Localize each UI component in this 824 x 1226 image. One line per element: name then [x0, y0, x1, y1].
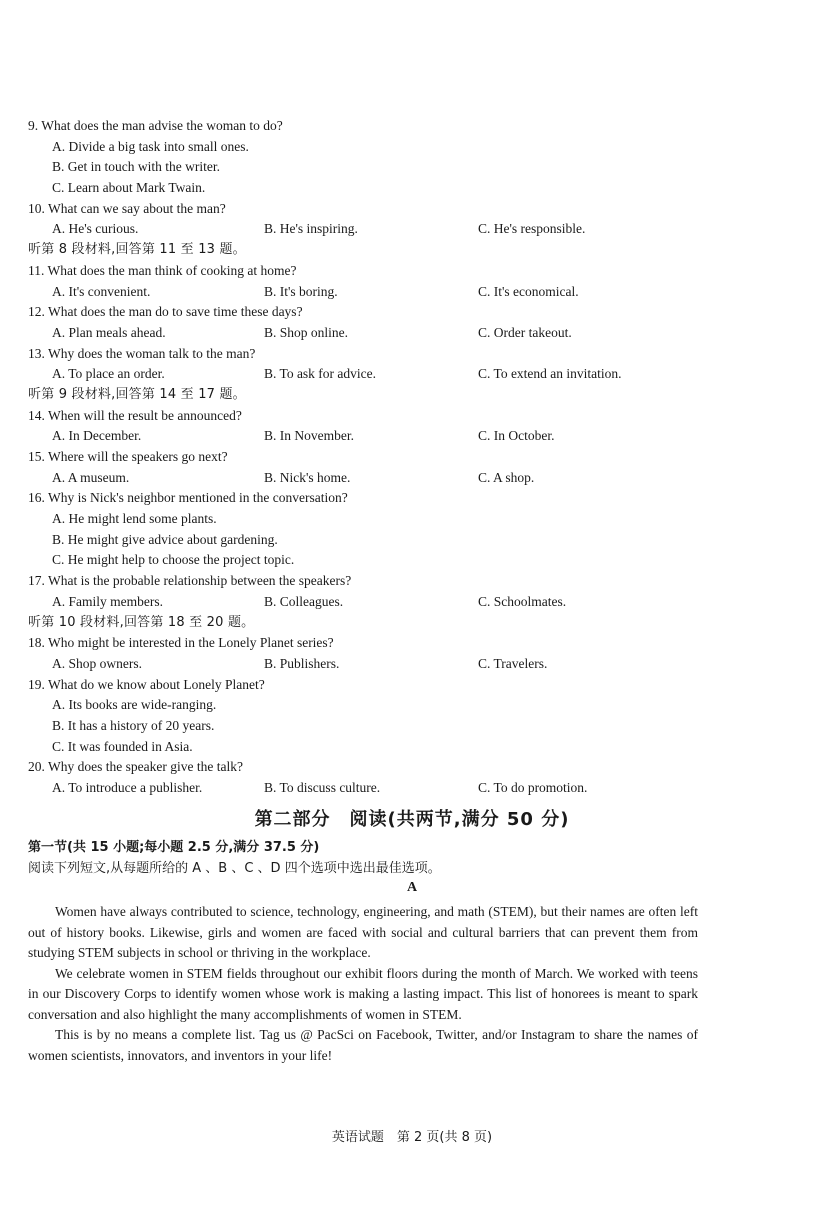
instruction-material-8: 听第 8 段材料,回答第 11 至 13 题。	[28, 242, 246, 258]
question-19-option-a: A. Its books are wide-ranging.	[52, 697, 217, 713]
question-11-option-a: A. It's convenient.	[52, 283, 151, 299]
question-20-options	[28, 778, 708, 799]
question-11-option-c: C. It's economical.	[478, 283, 579, 299]
question-17-option-b: B. Colleagues.	[264, 593, 344, 609]
question-15-option-c: C. A shop.	[478, 469, 535, 485]
question-10-options	[28, 219, 708, 240]
question-13-stem: 13. Why does the woman talk to the man?	[28, 345, 256, 361]
question-15-options	[28, 468, 708, 489]
question-18-options	[28, 654, 708, 675]
question-14-option-a: A. In December.	[52, 428, 142, 444]
question-14-option-c: C. In October.	[478, 428, 555, 444]
question-18-option-b: B. Publishers.	[264, 655, 340, 671]
question-9-option-a: A. Divide a big task into small ones.	[52, 138, 249, 154]
question-14-options	[28, 426, 708, 447]
question-9-option-c: C. Learn about Mark Twain.	[52, 180, 206, 196]
question-13-options	[28, 364, 708, 385]
question-14-stem: 14. When will the result be announced?	[28, 407, 242, 423]
question-18-stem: 18. Who might be interested in the Lonely Planet series?	[28, 635, 334, 651]
question-16-option-a: A. He might lend some plants.	[52, 511, 217, 527]
instruction-material-10: 听第 10 段材料,回答第 18 至 20 题。	[28, 614, 255, 630]
passage-letter: A	[406, 880, 418, 895]
question-17-option-a: A. Family members.	[52, 593, 163, 609]
question-15-option-a: A. A museum.	[52, 469, 130, 485]
page-footer: 英语试题 第 2 页(共 8 页)	[331, 1130, 493, 1145]
question-17-option-c: C. Schoolmates.	[478, 593, 567, 609]
question-12-option-a: A. Plan meals ahead.	[52, 324, 166, 340]
passage-paragraph-1: Women have always contributed to science, technology, engineering, and math (STEM), but their names are often left out of history books. Likewise, girls and women are faced with social and cultural barriers that can prevent them from studying STEM subjects in school or thriving in the workplace.	[28, 904, 698, 960]
passage-paragraph-3: This is by no means a complete list. Tag us @ PacSci on Facebook, Twitter, and/or Instagram to share the names of women scientists, innovators, and inventors in your life!	[28, 1027, 698, 1063]
question-10-option-a: A. He's curious.	[52, 221, 139, 237]
question-9-option-b: B. Get in touch with the writer.	[52, 159, 220, 175]
question-18-option-a: A. Shop owners.	[52, 655, 142, 671]
question-20-option-b: B. To discuss culture.	[264, 780, 381, 795]
question-18-option-c: C. Travelers.	[478, 655, 548, 671]
question-20-option-c: C. To do promotion.	[478, 780, 588, 795]
question-13-option-c: C. To extend an invitation.	[478, 366, 622, 382]
question-20-option-a: A. To introduce a publisher.	[52, 780, 203, 795]
question-16-option-c: C. He might help to choose the project topic.	[52, 552, 295, 568]
instruction-material-9: 听第 9 段材料,回答第 14 至 17 题。	[28, 386, 246, 402]
question-13-option-a: A. To place an order.	[52, 366, 165, 382]
question-12-stem: 12. What does the man do to save time these days?	[28, 304, 303, 320]
question-19-stem: 19. What do we know about Lonely Planet?	[28, 676, 265, 692]
question-14-option-b: B. In November.	[264, 428, 354, 444]
question-11-stem: 11. What does the man think of cooking at home?	[28, 262, 297, 278]
section-1-title: 第一节(共 15 小题;每小题 2.5 分,满分 37.5 分)	[28, 840, 320, 855]
section-1-instruction: 阅读下列短文,从每题所给的 A 、B 、C 、D 四个选项中选出最佳选项。	[28, 860, 441, 876]
question-15-stem: 15. Where will the speakers go next?	[28, 449, 228, 464]
part-2-title: 第二部分 阅读(共两节,满分 50 分)	[254, 809, 570, 830]
question-10-stem: 10. What can we say about the man?	[28, 200, 226, 216]
question-11-option-b: B. It's boring.	[264, 283, 338, 299]
question-17-options	[28, 592, 708, 613]
question-15-option-b: B. Nick's home.	[264, 469, 351, 485]
passage-paragraph-2: We celebrate women in STEM fields throughout our exhibit floors during the month of March. We worked with teens in our Discovery Corps to identify women whose work is making a lasting impact. This list of honorees is meant to spark conversation and also highlight the many accomplishments of women in STEM.	[28, 965, 698, 1022]
question-20-stem: 20. Why does the speaker give the talk?	[28, 759, 243, 775]
listening-questions	[28, 116, 708, 799]
question-10-option-c: C. He's responsible.	[478, 221, 586, 237]
question-10-option-b: B. He's inspiring.	[264, 221, 358, 237]
question-9-stem: 9. What does the man advise the woman to do?	[28, 118, 283, 133]
question-19-option-c: C. It was founded in Asia.	[52, 738, 193, 754]
reading-passage-a	[28, 902, 698, 1066]
question-12-option-c: C. Order takeout.	[478, 324, 572, 340]
section-1-header	[28, 838, 708, 879]
question-19-option-b: B. It has a history of 20 years.	[52, 717, 215, 733]
question-12-option-b: B. Shop online.	[264, 324, 349, 340]
question-16-option-b: B. He might give advice about gardening.	[52, 531, 278, 547]
question-12-options	[28, 323, 708, 344]
question-16-stem: 16. Why is Nick's neighbor mentioned in the conversation?	[28, 490, 348, 506]
question-17-stem: 17. What is the probable relationship between the speakers?	[28, 573, 352, 589]
question-11-options	[28, 282, 708, 303]
question-13-option-b: B. To ask for advice.	[264, 366, 377, 382]
